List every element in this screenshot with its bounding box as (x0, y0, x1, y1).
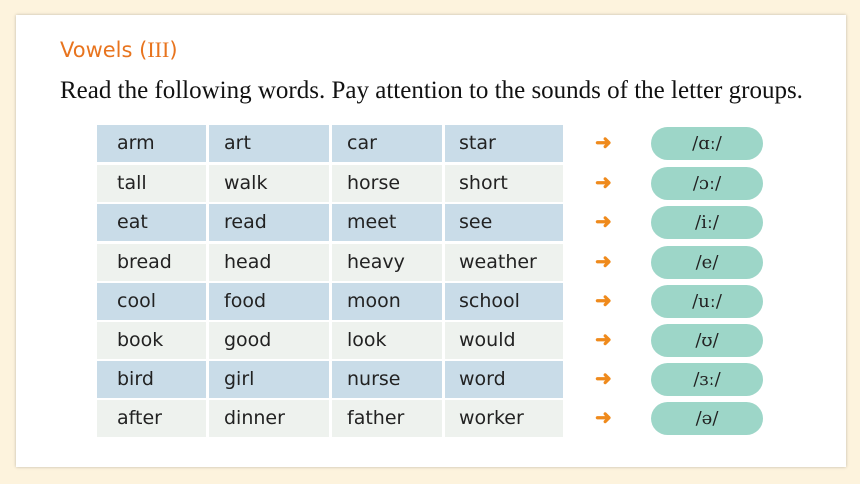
word-cell: weather (459, 251, 537, 273)
slide (16, 15, 846, 467)
column-divider (329, 204, 332, 241)
column-divider (442, 244, 445, 281)
arrow-right-icon: ➜ (595, 329, 612, 351)
column-divider (329, 361, 332, 398)
phonetic-symbol-pill: /ʊ/ (651, 324, 763, 357)
arrow-right-icon: ➜ (595, 211, 612, 233)
word-cell: father (347, 407, 405, 429)
table-row (97, 322, 563, 359)
column-divider (442, 322, 445, 359)
column-divider (329, 125, 332, 162)
phonetic-symbol-pill: /ɜː/ (651, 363, 763, 396)
phonetic-symbol-pill: /ɑː/ (651, 127, 763, 160)
column-divider (206, 244, 209, 281)
table-row (97, 125, 563, 162)
phonetic-symbol-pill: /uː/ (651, 285, 763, 318)
column-divider (206, 204, 209, 241)
word-cell: school (459, 290, 520, 312)
word-cell: word (459, 368, 506, 390)
word-cell: moon (347, 290, 401, 312)
word-cell: car (347, 132, 377, 154)
instruction-text: Read the following words. Pay attention to the sounds of the letter groups. (60, 77, 803, 104)
column-divider (329, 322, 332, 359)
word-cell: short (459, 172, 508, 194)
word-cell: heavy (347, 251, 405, 273)
phonetic-symbol-pill: /e/ (651, 246, 763, 279)
column-divider (206, 125, 209, 162)
word-cell: cool (117, 290, 156, 312)
column-divider (329, 400, 332, 437)
arrow-right-icon: ➜ (595, 407, 612, 429)
column-divider (329, 244, 332, 281)
column-divider (206, 361, 209, 398)
word-cell: after (117, 407, 162, 429)
table-row (97, 244, 563, 281)
table-row (97, 165, 563, 202)
word-cell: nurse (347, 368, 401, 390)
word-cell: read (224, 211, 267, 233)
word-cell: food (224, 290, 266, 312)
arrow-right-icon: ➜ (595, 132, 612, 154)
column-divider (442, 400, 445, 437)
column-divider (329, 283, 332, 320)
word-cell: book (117, 329, 164, 351)
slide-title: Vowels (III) (60, 37, 178, 62)
phonetic-symbol-pill: /ə/ (651, 402, 763, 435)
column-divider (442, 125, 445, 162)
column-divider (442, 361, 445, 398)
arrow-right-icon: ➜ (595, 368, 612, 390)
column-divider (206, 283, 209, 320)
word-cell: horse (347, 172, 401, 194)
column-divider (442, 165, 445, 202)
word-cell: art (224, 132, 251, 154)
arrow-right-icon: ➜ (595, 290, 612, 312)
word-cell: look (347, 329, 387, 351)
word-cell: eat (117, 211, 148, 233)
phonetic-symbol-pill: /iː/ (651, 206, 763, 239)
column-divider (329, 165, 332, 202)
word-cell: bread (117, 251, 172, 273)
word-cell: worker (459, 407, 524, 429)
word-cell: head (224, 251, 272, 273)
table-row (97, 400, 563, 437)
phonetic-symbol-pill: /ɔː/ (651, 167, 763, 200)
column-divider (206, 400, 209, 437)
word-cell: see (459, 211, 493, 233)
table-row (97, 204, 563, 241)
word-cell: arm (117, 132, 155, 154)
word-cell: girl (224, 368, 255, 390)
column-divider (206, 165, 209, 202)
word-cell: would (459, 329, 516, 351)
column-divider (442, 204, 445, 241)
word-cell: star (459, 132, 496, 154)
word-cell: walk (224, 172, 268, 194)
arrow-right-icon: ➜ (595, 172, 612, 194)
word-cell: good (224, 329, 272, 351)
table-row (97, 361, 563, 398)
arrow-right-icon: ➜ (595, 251, 612, 273)
word-cell: bird (117, 368, 154, 390)
column-divider (206, 322, 209, 359)
column-divider (442, 283, 445, 320)
table-row (97, 283, 563, 320)
word-cell: tall (117, 172, 147, 194)
word-cell: meet (347, 211, 397, 233)
word-cell: dinner (224, 407, 285, 429)
